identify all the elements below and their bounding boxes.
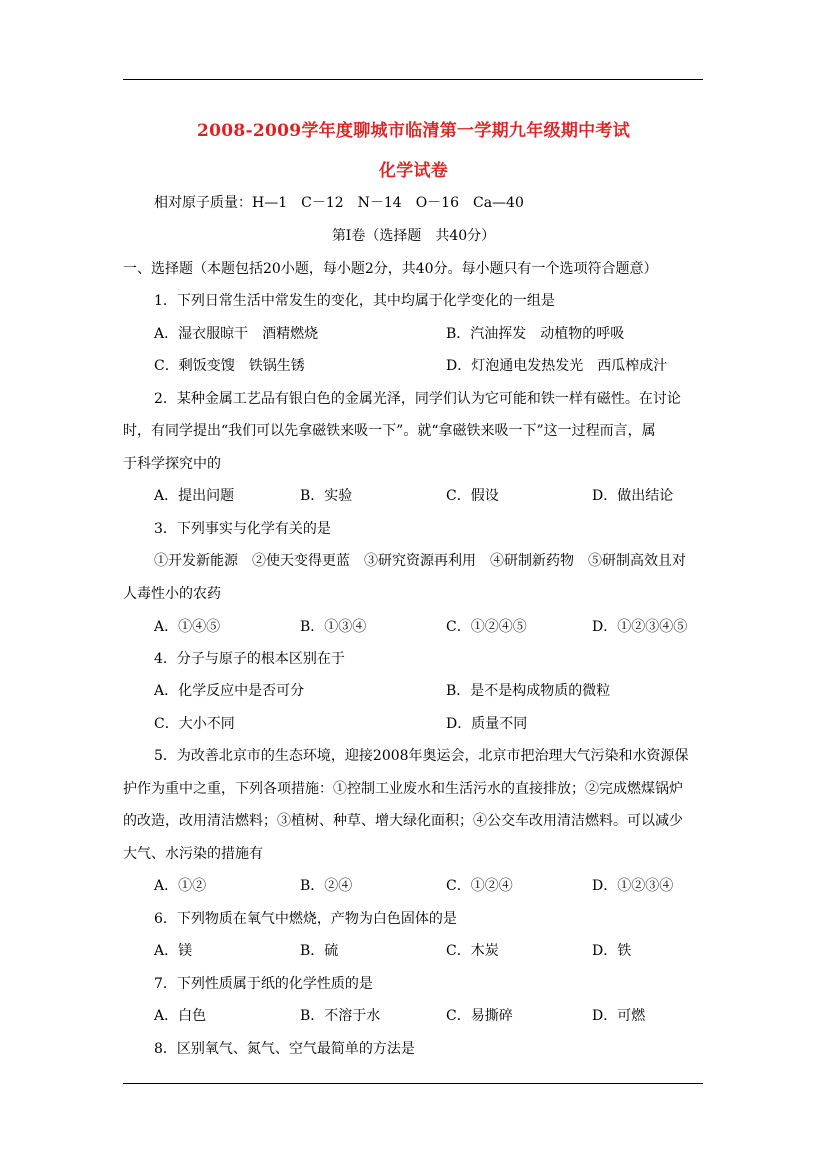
question-stem: 8．区别氧气、氮气、空气最简单的方法是: [154, 1041, 415, 1057]
question-stem: 于科学探究中的: [123, 456, 221, 472]
top-rule: [123, 79, 703, 80]
option-b: B．不溶于水: [300, 1008, 381, 1024]
bottom-rule: [123, 1083, 703, 1084]
question-stem: 5．为改善北京市的生态环境，迎接2008年奥运会，北京市把治理大气污染和水资源保: [154, 748, 689, 764]
option-d: D．①②③④⑤: [592, 619, 688, 635]
option-c: C．①②④: [446, 878, 513, 894]
option-d: D．质量不同: [446, 716, 528, 732]
option-b: B．汽油挥发 动植物的呼吸: [446, 326, 625, 342]
question-stem: 4．分子与原子的根本区别在于: [154, 651, 345, 667]
option-d: D．灯泡通电发热发光 西瓜榨成汁: [446, 358, 668, 374]
question-stem: 3．下列事实与化学有关的是: [154, 521, 331, 537]
option-c: C．易撕碎: [446, 1008, 513, 1024]
question-stem: 7．下列性质属于纸的化学性质的是: [154, 976, 373, 992]
option-c: C．假设: [446, 488, 499, 504]
question-stem: 时，有同学提出“我们可以先拿磁铁来吸一下”。就“拿磁铁来吸一下”这一过程而言，属: [123, 423, 656, 439]
option-c: C．剩饭变馊 铁锅生锈: [154, 358, 305, 374]
exam-subtitle: 化学试卷: [378, 161, 449, 181]
option-c: C．大小不同: [154, 716, 235, 732]
option-b: B．①③④: [300, 619, 367, 635]
option-b: B．②④: [300, 878, 353, 894]
question-stem: 1．下列日常生活中常发生的变化，其中均属于化学变化的一组是: [154, 293, 555, 309]
question-stem: 护作为重中之重，下列各项措施：①控制工业废水和生活污水的直接排放；②完成燃煤锅炉: [123, 781, 683, 797]
option-b: B．实验: [300, 488, 353, 504]
section-heading: 一、选择题（本题包括20小题，每小题2分，共40分。每小题只有一个选项符合题意）: [123, 261, 658, 277]
option-b: B．硫: [300, 943, 339, 959]
atomic-masses: 相对原子质量：H—1 C－12 N－14 O－16 Ca—40: [154, 195, 524, 211]
option-a: A．白色: [154, 1008, 207, 1024]
option-a: A．湿衣服晾干 酒精燃烧: [154, 326, 319, 342]
option-a: A．提出问题: [154, 488, 235, 504]
option-c: C．①②④⑤: [446, 619, 527, 635]
question-stem: 人毒性小的农药: [123, 586, 221, 602]
option-a: A．化学反应中是否可分: [154, 683, 305, 699]
option-a: A．①④⑤: [154, 619, 221, 635]
option-b: B．是不是构成物质的微粒: [446, 683, 611, 699]
question-stem: 6．下列物质在氧气中燃烧，产物为白色固体的是: [154, 911, 457, 927]
question-stem: 大气、水污染的措施有: [123, 846, 263, 862]
option-c: C．木炭: [446, 943, 499, 959]
option-a: A．镁: [154, 943, 193, 959]
question-stem: ①开发新能源 ②使天变得更蓝 ③研究资源再利用 ④研制新药物 ⑤研制高效且对: [154, 553, 686, 569]
option-d: D．铁: [592, 943, 632, 959]
exam-title: 2008-2009学年度聊城市临清第一学期九年级期中考试: [196, 121, 631, 141]
question-stem: 的改造，改用清洁燃料；③植树、种草、增大绿化面积；④公交车改用清洁燃料。可以减少: [123, 813, 683, 829]
part-heading: 第Ⅰ卷（选择题 共40分）: [331, 228, 496, 244]
option-a: A．①②: [154, 878, 207, 894]
option-d: D．可燃: [592, 1008, 646, 1024]
question-stem: 2．某种金属工艺品有银白色的金属光泽，同学们认为它可能和铁一样有磁性。在讨论: [154, 391, 681, 407]
option-d: D．①②③④: [592, 878, 674, 894]
option-d: D．做出结论: [592, 488, 674, 504]
